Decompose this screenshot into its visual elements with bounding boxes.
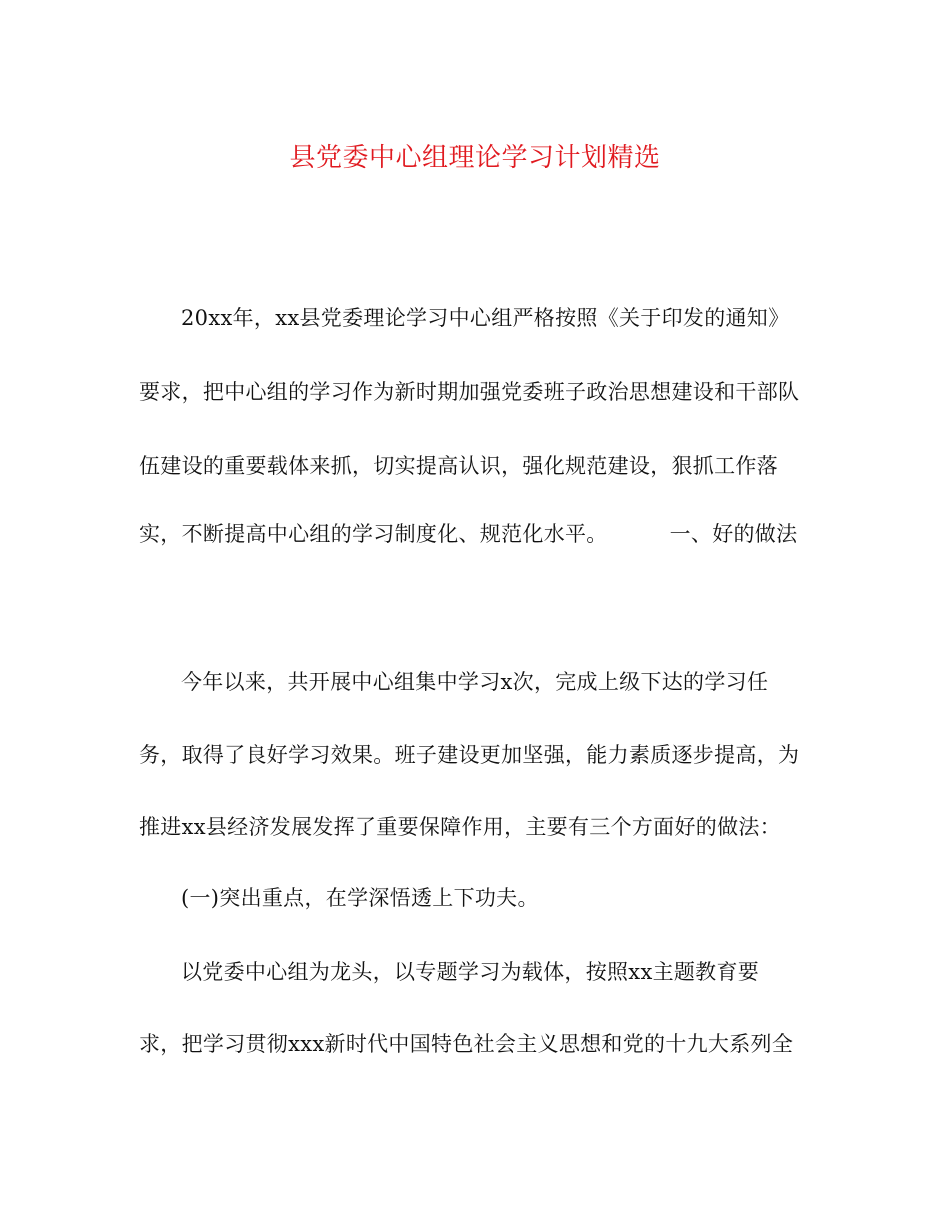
document-title: 县党委中心组理论学习计划精选 — [289, 143, 661, 173]
paragraph-line-text: 实，不断提高中心组的学习制度化、规范化水平。 — [139, 522, 608, 546]
section-heading: 一、好的做法 — [669, 522, 798, 546]
paragraph-line: 今年以来，共开展中心组集中学习x次，完成上级下达的学习任 — [181, 670, 769, 694]
paragraph-line: 求，把学习贯彻xxx新时代中国特色社会主义思想和党的十九大系列全 — [139, 1032, 794, 1056]
paragraph-line: 要求，把中心组的学习作为新时期加强党委班子政治思想建设和干部队 — [139, 380, 800, 404]
paragraph-line: 推进xx县经济发展发挥了重要保障作用，主要有三个方面好的做法： — [139, 815, 781, 839]
paragraph-line: 20xx年，xx县党委理论学习中心组严格按照《关于印发的通知》 — [181, 306, 790, 330]
paragraph-line: 务，取得了良好学习效果。班子建设更加坚强，能力素质逐步提高，为 — [139, 743, 800, 767]
paragraph-line-with-heading — [139, 519, 797, 549]
paragraph-line: 伍建设的重要载体来抓，切实提高认识，强化规范建设，狠抓工作落 — [139, 454, 778, 478]
paragraph-line: 以党委中心组为龙头，以专题学习为载体，按照xx主题教育要 — [181, 960, 760, 984]
subheading: (一)突出重点，在学深悟透上下功夫。 — [181, 886, 539, 910]
